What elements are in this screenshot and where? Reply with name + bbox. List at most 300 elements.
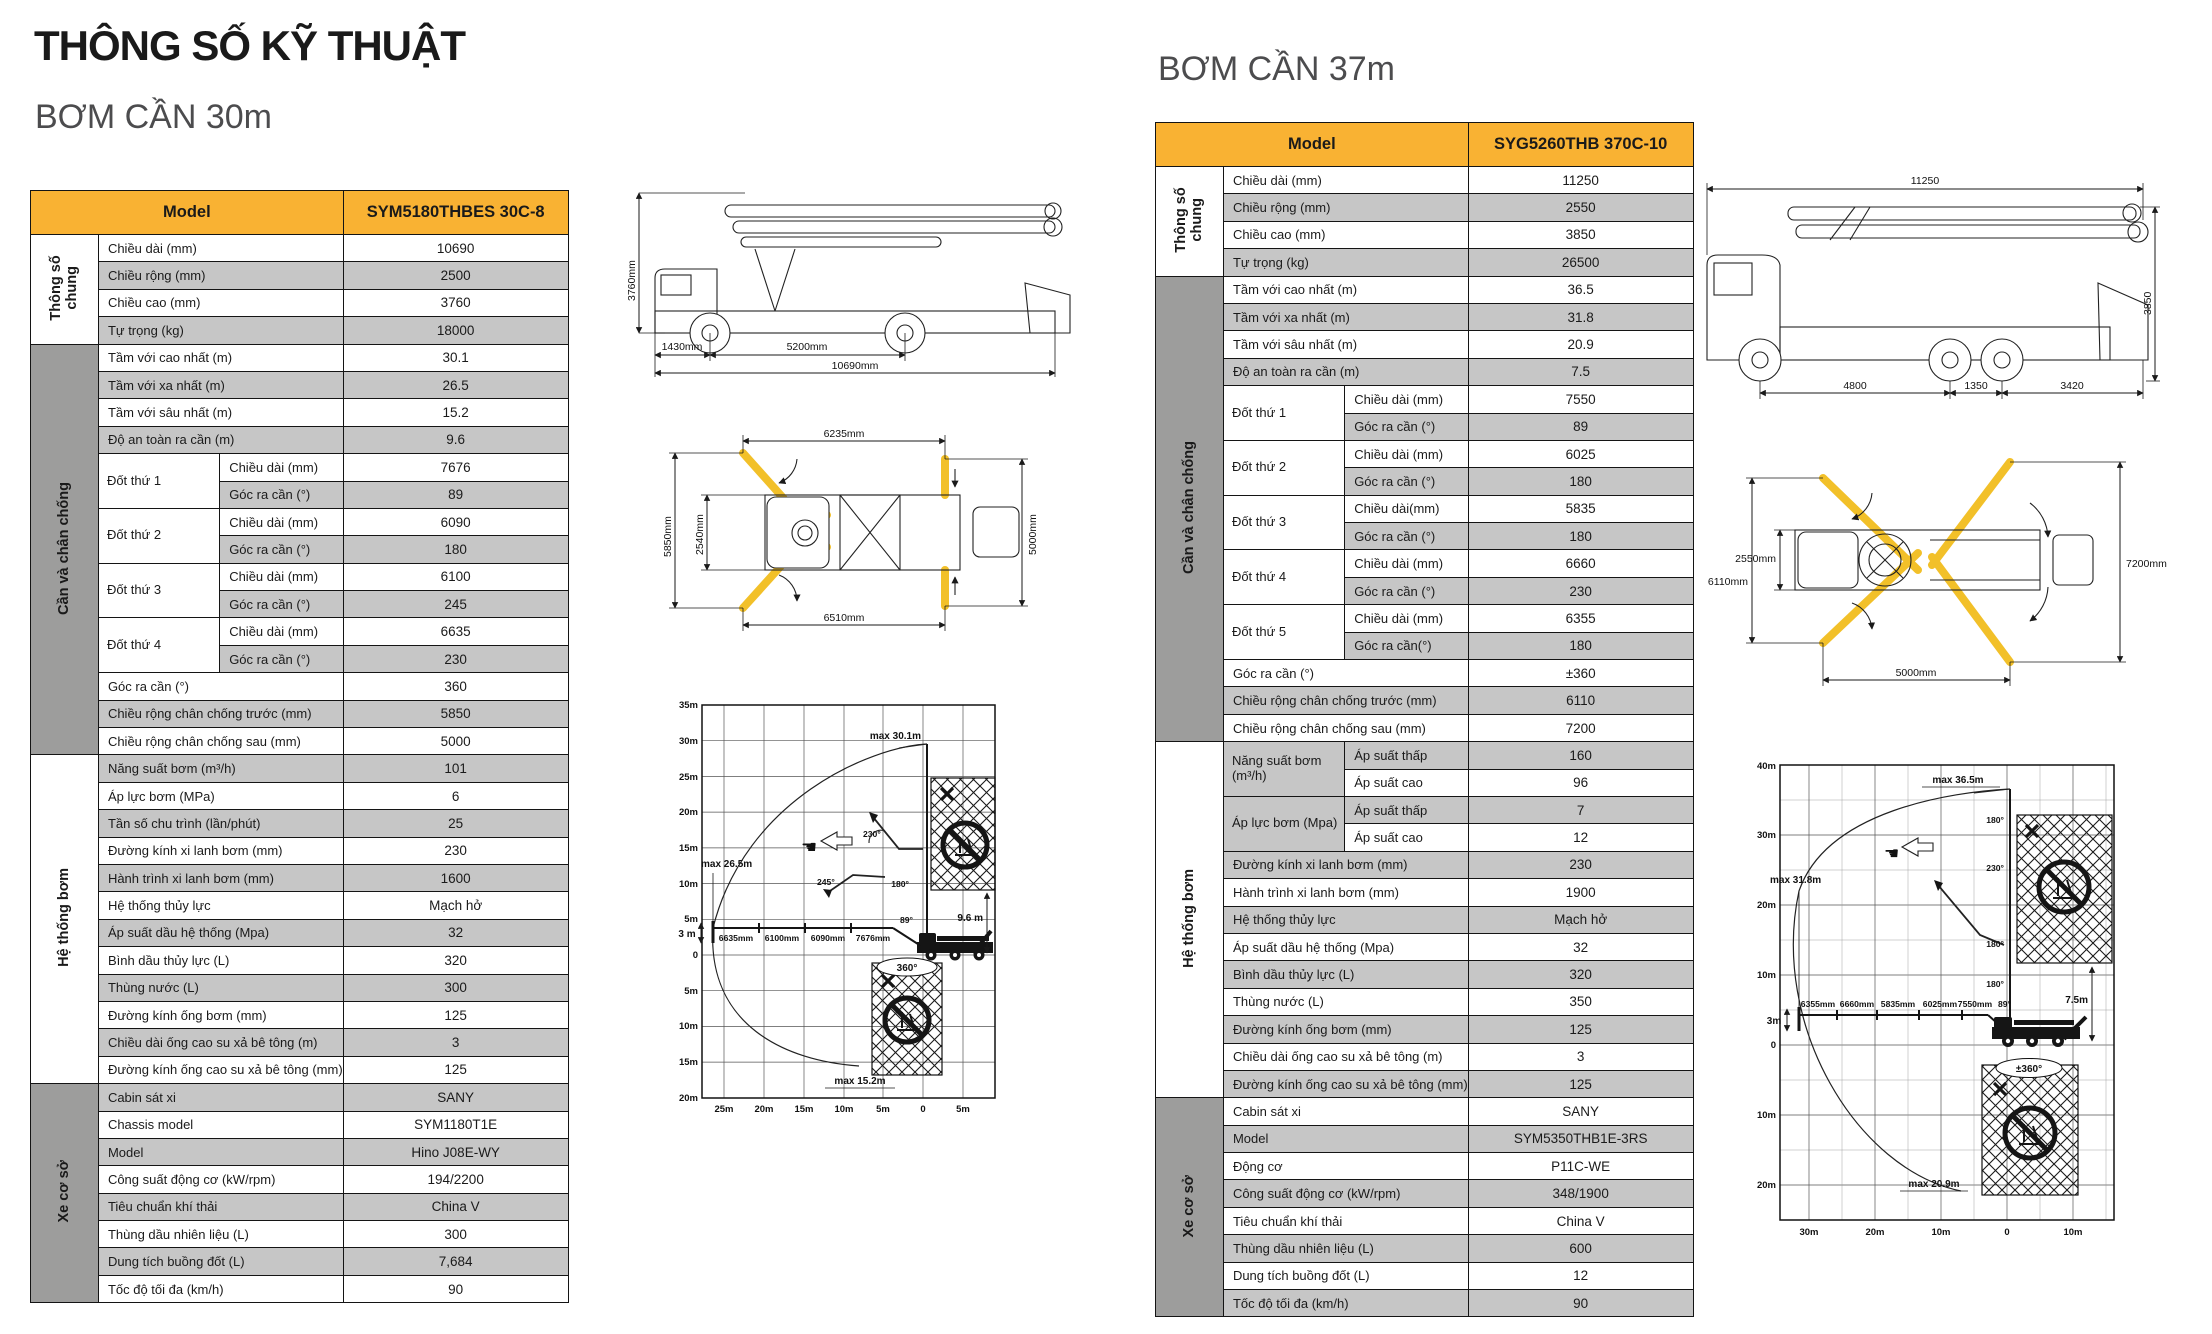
chassis-plan-37m	[1795, 530, 2093, 590]
diagram-label: 9.6 m	[957, 913, 983, 924]
spec-label: Tốc độ tối đa (km/h)	[1223, 1290, 1468, 1317]
spec-value: 180	[1468, 523, 1693, 550]
spec-label: Model	[98, 1138, 343, 1165]
spec-label: Công suất động cơ (kW/rpm)	[98, 1166, 343, 1193]
diagram-label: 7550mm	[1957, 999, 1993, 1009]
diagram-label: 5000mm	[1027, 514, 1039, 555]
x-axis-ticks	[1799, 1227, 2082, 1238]
spec-value: 12	[1468, 824, 1693, 851]
spec-label: Chiều dài (mm)	[220, 508, 343, 535]
spec-label: Tiêu chuẩn khí thải	[98, 1193, 343, 1220]
diagram-label: 20m	[678, 807, 698, 818]
spec-value: SYM5350THB1E-3RS	[1468, 1125, 1693, 1152]
diagram-label: 25m	[714, 1104, 734, 1115]
diagram-label: max 31.8m	[1770, 875, 1822, 886]
grid	[702, 705, 995, 1098]
spec-value: 600	[1468, 1235, 1693, 1262]
spec-value: 1600	[343, 864, 568, 891]
diagram-label: 360°	[896, 963, 918, 974]
spec-label: Chiều dài (mm)	[1223, 167, 1468, 194]
spec-value: SANY	[343, 1084, 568, 1111]
spec-value: 3	[343, 1029, 568, 1056]
spec-group-label: Đốt thứ 3	[98, 563, 219, 618]
diagram-label: 0	[2004, 1227, 2010, 1238]
spec-group-label: Đốt thứ 4	[1223, 550, 1344, 605]
spec-row	[1156, 687, 1694, 714]
spec-label: Góc ra cần (°)	[220, 591, 343, 618]
spec-label: Chiều dài (mm)	[98, 235, 343, 262]
envelope-curve	[1793, 789, 2010, 1191]
spec-row	[31, 1221, 569, 1248]
diagram-label: 2540mm	[694, 514, 706, 555]
diagram-label: 3760mm	[626, 260, 638, 301]
spec-row	[31, 262, 569, 289]
spec-value: 360	[343, 673, 568, 700]
spec-row	[1156, 1180, 1694, 1207]
section-cell	[1156, 276, 1224, 742]
spec-label: Thùng nước (L)	[98, 974, 343, 1001]
diagram-label: 3850	[2142, 291, 2154, 315]
spec-label: Chiều dài(mm)	[1345, 495, 1468, 522]
spec-row	[31, 618, 569, 645]
section-label: Hệ thống bơm	[1181, 868, 1198, 968]
spec-label: Độ an toàn ra cần (m)	[1223, 358, 1468, 385]
spec-label: Áp lực bơm (MPa)	[98, 782, 343, 809]
spec-label: Góc ra cần (°)	[1345, 577, 1468, 604]
spec-label: Chiều dài (mm)	[1345, 386, 1468, 413]
diagram-label: 5m	[684, 914, 698, 925]
spec-label: Tầm với cao nhất (m)	[1223, 276, 1468, 303]
section-label: Xe cơ sở	[56, 1160, 73, 1223]
spec-value: 2500	[343, 262, 568, 289]
spec-value: 230	[343, 645, 568, 672]
direction-arrow-icon	[1902, 838, 1933, 856]
spec-label: Chiều dài (mm)	[220, 563, 343, 590]
spec-row	[1156, 550, 1694, 577]
spec-row	[1156, 440, 1694, 467]
hand-icon: ☚	[801, 837, 818, 857]
spec-row	[1156, 167, 1694, 194]
spec-value: 6110	[1468, 687, 1693, 714]
diagram-label: 2550mm	[1735, 553, 1776, 565]
diagram-label: 10m	[2063, 1227, 2083, 1238]
diagram-label: 20m	[1756, 900, 1776, 911]
direction-arrow-icon	[821, 832, 852, 850]
spec-value: 32	[1468, 933, 1693, 960]
model-header: Model	[31, 191, 344, 235]
spec-value: 90	[1468, 1290, 1693, 1317]
spec-label: Hệ thống thủy lực	[1223, 906, 1468, 933]
spec-label: Đường kính xi lanh bơm (mm)	[1223, 851, 1468, 878]
spec-value: 101	[343, 755, 568, 782]
spec-label: Thùng dầu nhiên liệu (L)	[1223, 1235, 1468, 1262]
spec-label: Chiều cao (mm)	[1223, 221, 1468, 248]
heading-37m: BƠM CẦN 37m	[1158, 50, 1395, 88]
diagram-label: 10m	[678, 1021, 698, 1032]
spec-label: Đường kính xi lanh bơm (mm)	[98, 837, 343, 864]
spec-label: Góc ra cần (°)	[1345, 413, 1468, 440]
spec-value: 6355	[1468, 605, 1693, 632]
spec-value: 96	[1468, 769, 1693, 796]
spec-label: Góc ra cần (°)	[220, 481, 343, 508]
diagram-label: 11250	[1910, 175, 1940, 187]
spec-value: 7676	[343, 454, 568, 481]
spec-value: 9.6	[343, 426, 568, 453]
diagram-label: 20m	[1756, 1180, 1776, 1191]
diagram-label: 6025mm	[1922, 999, 1958, 1009]
spec-label: Tầm với sâu nhất (m)	[1223, 331, 1468, 358]
diagram-label: 5850mm	[662, 516, 674, 557]
truck-silhouette	[1992, 1017, 2086, 1047]
spec-value: 3850	[1468, 221, 1693, 248]
diagram-label: 6090mm	[810, 933, 846, 943]
diagram-label: 10m	[1756, 1110, 1776, 1121]
spec-row	[31, 454, 569, 481]
diagram-label: 10690mm	[831, 360, 879, 372]
spec-value: 26.5	[343, 371, 568, 398]
spec-label: Động cơ	[1223, 1153, 1468, 1180]
spec-label: Năng suất bơm (m³/h)	[98, 755, 343, 782]
spec-row	[31, 837, 569, 864]
spec-row	[31, 344, 569, 371]
spec-value: 7	[1468, 796, 1693, 823]
diagram-label: 5m	[956, 1104, 970, 1115]
spec-label: Hệ thống thủy lực	[98, 892, 343, 919]
spec-row	[1156, 386, 1694, 413]
spec-value: Mạch hở	[343, 892, 568, 919]
diagram-label: max 26.5m	[701, 859, 753, 870]
spec-label: Cabin sát xi	[1223, 1098, 1468, 1125]
spec-label: Áp suất dầu hệ thống (Mpa)	[1223, 933, 1468, 960]
spec-value: 125	[343, 1001, 568, 1028]
page-title: THÔNG SỐ KỸ THUẬT	[34, 22, 465, 69]
spec-table	[30, 190, 569, 1303]
dimensions-30m-plan	[662, 428, 1039, 631]
spec-value: 6090	[343, 508, 568, 535]
spec-label: Tầm với xa nhất (m)	[98, 371, 343, 398]
diagram-label: 25m	[678, 772, 698, 783]
section-cell	[1156, 167, 1224, 277]
spec-value: 6025	[1468, 440, 1693, 467]
spec-value: 30.1	[343, 344, 568, 371]
diagram-label: 245°	[817, 877, 835, 887]
spec-row	[1156, 1235, 1694, 1262]
diagram-label: 15m	[678, 843, 698, 854]
spec-label: Chiều dài (mm)	[1345, 550, 1468, 577]
truck-silhouette	[917, 931, 993, 961]
spec-row	[31, 700, 569, 727]
spec-label: Tiêu chuẩn khí thải	[1223, 1207, 1468, 1234]
diagram-label: max 15.2m	[834, 1076, 886, 1087]
spec-group-label: Đốt thứ 4	[98, 618, 219, 673]
outrigger-plan-37m	[1700, 445, 2212, 695]
spec-row	[1156, 742, 1694, 769]
spec-value: 125	[1468, 1070, 1693, 1097]
y-axis-ticks	[1757, 761, 1776, 1191]
diagram-label: 3420	[2060, 380, 2084, 392]
spec-value: 6	[343, 782, 568, 809]
spec-row	[31, 810, 569, 837]
spec-label: Hành trình xi lanh bơm (mm)	[1223, 879, 1468, 906]
spec-row	[31, 1166, 569, 1193]
spec-row	[1156, 988, 1694, 1015]
spec-value: 89	[343, 481, 568, 508]
spec-value: 180	[1468, 632, 1693, 659]
spec-row	[31, 728, 569, 755]
spec-value: 125	[1468, 1016, 1693, 1043]
spec-group-label: Đốt thứ 2	[1223, 440, 1344, 495]
spec-value: 245	[343, 591, 568, 618]
diagram-label: 7.5m	[2065, 995, 2088, 1006]
spec-value: 7,684	[343, 1248, 568, 1275]
spec-label: Công suất động cơ (kW/rpm)	[1223, 1180, 1468, 1207]
spec-value: 5850	[343, 700, 568, 727]
spec-row	[1156, 933, 1694, 960]
spec-row	[31, 782, 569, 809]
diagram-label: 5m	[876, 1104, 890, 1115]
diagram-label: 4800	[1843, 380, 1867, 392]
spec-label: Thùng nước (L)	[1223, 988, 1468, 1015]
spec-label: Chiều rộng chân chống sau (mm)	[1223, 714, 1468, 741]
spec-label: Chiều dài (mm)	[220, 454, 343, 481]
spec-value: 26500	[1468, 249, 1693, 276]
spec-value: 90	[343, 1275, 568, 1302]
spec-value: 20.9	[1468, 331, 1693, 358]
model-value: SYM5180THBES 30C-8	[343, 191, 568, 235]
spec-row	[1156, 879, 1694, 906]
truck-side-view-37m	[1700, 115, 2212, 407]
outrigger-plan-30m	[655, 425, 1045, 640]
spec-row	[31, 1111, 569, 1138]
diagram-label: 6100mm	[764, 933, 800, 943]
heading-30m: BƠM CẦN 30m	[35, 98, 272, 136]
spec-label: Áp suất thấp	[1345, 796, 1468, 823]
spec-label: Đường kính ống bơm (mm)	[1223, 1016, 1468, 1043]
diagram-label: 30m	[678, 736, 698, 747]
spec-row	[31, 289, 569, 316]
spec-value: P11C-WE	[1468, 1153, 1693, 1180]
diagram-label: 1430mm	[661, 341, 703, 353]
spec-row	[31, 892, 569, 919]
spec-value: 1900	[1468, 879, 1693, 906]
spec-label: Hành trình xi lanh bơm (mm)	[98, 864, 343, 891]
spec-label: Áp suất cao	[1345, 769, 1468, 796]
section-cell	[31, 344, 99, 755]
spec-label: Chiều dài (mm)	[1345, 440, 1468, 467]
spec-value: 3	[1468, 1043, 1693, 1070]
diagram-label: 0	[1770, 1040, 1776, 1051]
spec-row	[31, 426, 569, 453]
spec-row	[31, 317, 569, 344]
spec-row	[1156, 249, 1694, 276]
diagram-label: 3m	[1766, 1016, 1782, 1027]
spec-label: Cabin sát xi	[98, 1084, 343, 1111]
spec-value: 180	[1468, 468, 1693, 495]
truck-side-view-30m	[625, 183, 1075, 383]
spec-row	[1156, 714, 1694, 741]
section-cell	[31, 1084, 99, 1303]
spec-value: 320	[343, 947, 568, 974]
spec-group-label: Năng suất bơm (m³/h)	[1223, 742, 1344, 797]
spec-value: 11250	[1468, 167, 1693, 194]
spec-row	[1156, 1125, 1694, 1152]
spec-label: Dung tích buồng đốt (L)	[1223, 1262, 1468, 1289]
spec-label: Góc ra cần (°)	[98, 673, 343, 700]
spec-label: Chiều rộng (mm)	[1223, 194, 1468, 221]
diagram-label: 7676mm	[855, 933, 891, 943]
dimensions-37m-plan	[1708, 462, 2167, 686]
diagram-label: 15m	[794, 1104, 814, 1115]
spec-row	[1156, 605, 1694, 632]
diagram-label: 15m	[678, 1057, 698, 1068]
diagram-label: 180°	[1986, 815, 2004, 825]
diagram-label: 89°	[900, 915, 913, 925]
spec-value: 230	[343, 837, 568, 864]
diagram-label: 10m	[678, 879, 698, 890]
spec-label: Chiều dài (mm)	[1345, 605, 1468, 632]
spec-label: Tốc độ tối đa (km/h)	[98, 1275, 343, 1302]
spec-value: 348/1900	[1468, 1180, 1693, 1207]
spec-label: Góc ra cần (°)	[1223, 660, 1468, 687]
spec-label: Tầm với xa nhất (m)	[1223, 303, 1468, 330]
spec-row	[1156, 495, 1694, 522]
diagram-label: 10m	[1756, 970, 1776, 981]
spec-row	[1156, 1070, 1694, 1097]
spec-label: Áp suất cao	[1345, 824, 1468, 851]
spec-row	[31, 371, 569, 398]
spec-label: Chiều dài ống cao su xả bê tông (m)	[98, 1029, 343, 1056]
spec-row	[1156, 221, 1694, 248]
working-range-37m	[1742, 735, 2142, 1250]
spec-row	[31, 919, 569, 946]
spec-group-label: Áp lực bơm (Mpa)	[1223, 796, 1344, 851]
spec-value: 32	[343, 919, 568, 946]
spec-value: 7200	[1468, 714, 1693, 741]
spec-row	[1156, 1016, 1694, 1043]
spec-value: 89	[1468, 413, 1693, 440]
section-cell	[31, 235, 99, 345]
diagram-label: 6235mm	[823, 428, 865, 440]
spec-row	[31, 1084, 569, 1111]
spec-table	[1155, 122, 1694, 1317]
spec-row	[1156, 358, 1694, 385]
spec-value: Mạch hở	[1468, 906, 1693, 933]
spec-group-label: Đốt thứ 3	[1223, 495, 1344, 550]
spec-label: Góc ra cần(°)	[1345, 632, 1468, 659]
spec-row	[1156, 1153, 1694, 1180]
diagram-label: 1350	[1964, 380, 1988, 392]
spec-label: Áp suất dầu hệ thống (Mpa)	[98, 919, 343, 946]
section-cell	[1156, 742, 1224, 1098]
section-label: Cần và chân chống	[1181, 440, 1198, 574]
spec-value: 6100	[343, 563, 568, 590]
spec-label: Góc ra cần (°)	[220, 645, 343, 672]
section-label: Thông số chung	[48, 255, 81, 321]
section-label: Cần và chân chống	[56, 481, 73, 615]
diagram-label: 0	[692, 950, 698, 961]
diagram-label: 6355mm	[1800, 999, 1836, 1009]
diagram-label: 89°	[1998, 999, 2011, 1009]
spec-label: Đường kính ống bơm (mm)	[98, 1001, 343, 1028]
spec-label: Góc ra cần (°)	[220, 536, 343, 563]
spec-label: Tự trọng (kg)	[1223, 249, 1468, 276]
spec-label: Đường kính ống cao su xả bê tông (mm)	[98, 1056, 343, 1083]
spec-row	[31, 1138, 569, 1165]
spec-label: Đường kính ống cao su xả bê tông (mm)	[1223, 1070, 1468, 1097]
diagram-label: 180°	[891, 879, 909, 889]
diagram-label: max 36.5m	[1932, 775, 1984, 786]
diagram-label: 5000mm	[1895, 667, 1937, 679]
diagram-label: 20m	[754, 1104, 774, 1115]
spec-value: 300	[343, 1221, 568, 1248]
spec-table-37m	[1155, 122, 1694, 1317]
model-header: Model	[1156, 123, 1469, 167]
diagram-label: 230°	[863, 829, 881, 839]
spec-value: 125	[343, 1056, 568, 1083]
spec-value: China V	[1468, 1207, 1693, 1234]
diagram-label: 7200mm	[2126, 558, 2167, 570]
spec-value: 300	[343, 974, 568, 1001]
spec-row	[1156, 796, 1694, 823]
diagram-label: 6635mm	[718, 933, 754, 943]
hatched-zones	[872, 778, 995, 1075]
spec-value: 15.2	[343, 399, 568, 426]
spec-label: Bình dầu thủy lực (L)	[1223, 961, 1468, 988]
spec-row	[1156, 1290, 1694, 1317]
diagram-label: 30m	[1799, 1227, 1819, 1238]
spec-table-30m	[30, 190, 569, 1303]
spec-value: 18000	[343, 317, 568, 344]
spec-row	[31, 1056, 569, 1083]
spec-group-label: Đốt thứ 1	[1223, 386, 1344, 441]
section-label: Thông số chung	[1173, 187, 1206, 253]
spec-value: 320	[1468, 961, 1693, 988]
spec-row	[31, 563, 569, 590]
diagram-label: 6510mm	[823, 612, 865, 624]
spec-value: 350	[1468, 988, 1693, 1015]
spec-row	[31, 864, 569, 891]
spec-row	[31, 673, 569, 700]
spec-row	[1156, 331, 1694, 358]
spec-row	[1156, 1098, 1694, 1125]
spec-value: 230	[1468, 851, 1693, 878]
spec-label: Chiều rộng chân chống trước (mm)	[1223, 687, 1468, 714]
diagram-label: max 30.1m	[869, 731, 921, 742]
spec-row	[31, 235, 569, 262]
spec-label: Tầm với cao nhất (m)	[98, 344, 343, 371]
diagram-label: 0	[920, 1104, 926, 1115]
spec-value: 3760	[343, 289, 568, 316]
spec-row	[1156, 276, 1694, 303]
spec-row	[1156, 1207, 1694, 1234]
spec-value: 31.8	[1468, 303, 1693, 330]
x-axis-ticks	[714, 1104, 969, 1115]
spec-label: Chiều rộng chân chống sau (mm)	[98, 728, 343, 755]
spec-value: 5000	[343, 728, 568, 755]
section-label: Xe cơ sở	[1181, 1174, 1198, 1238]
diagram-label: 180°	[1986, 939, 2004, 949]
diagram-label: 30m	[1756, 830, 1776, 841]
spec-value: 12	[1468, 1262, 1693, 1289]
spec-row	[1156, 961, 1694, 988]
diagram-label: 5835mm	[1880, 999, 1916, 1009]
spec-value: 230	[1468, 577, 1693, 604]
spec-value: 5835	[1468, 495, 1693, 522]
spec-row	[1156, 660, 1694, 687]
spec-label: Thùng dầu nhiên liệu (L)	[98, 1221, 343, 1248]
spec-label: Chiều rộng chân chống trước (mm)	[98, 700, 343, 727]
diagram-label: 20m	[1865, 1227, 1885, 1238]
